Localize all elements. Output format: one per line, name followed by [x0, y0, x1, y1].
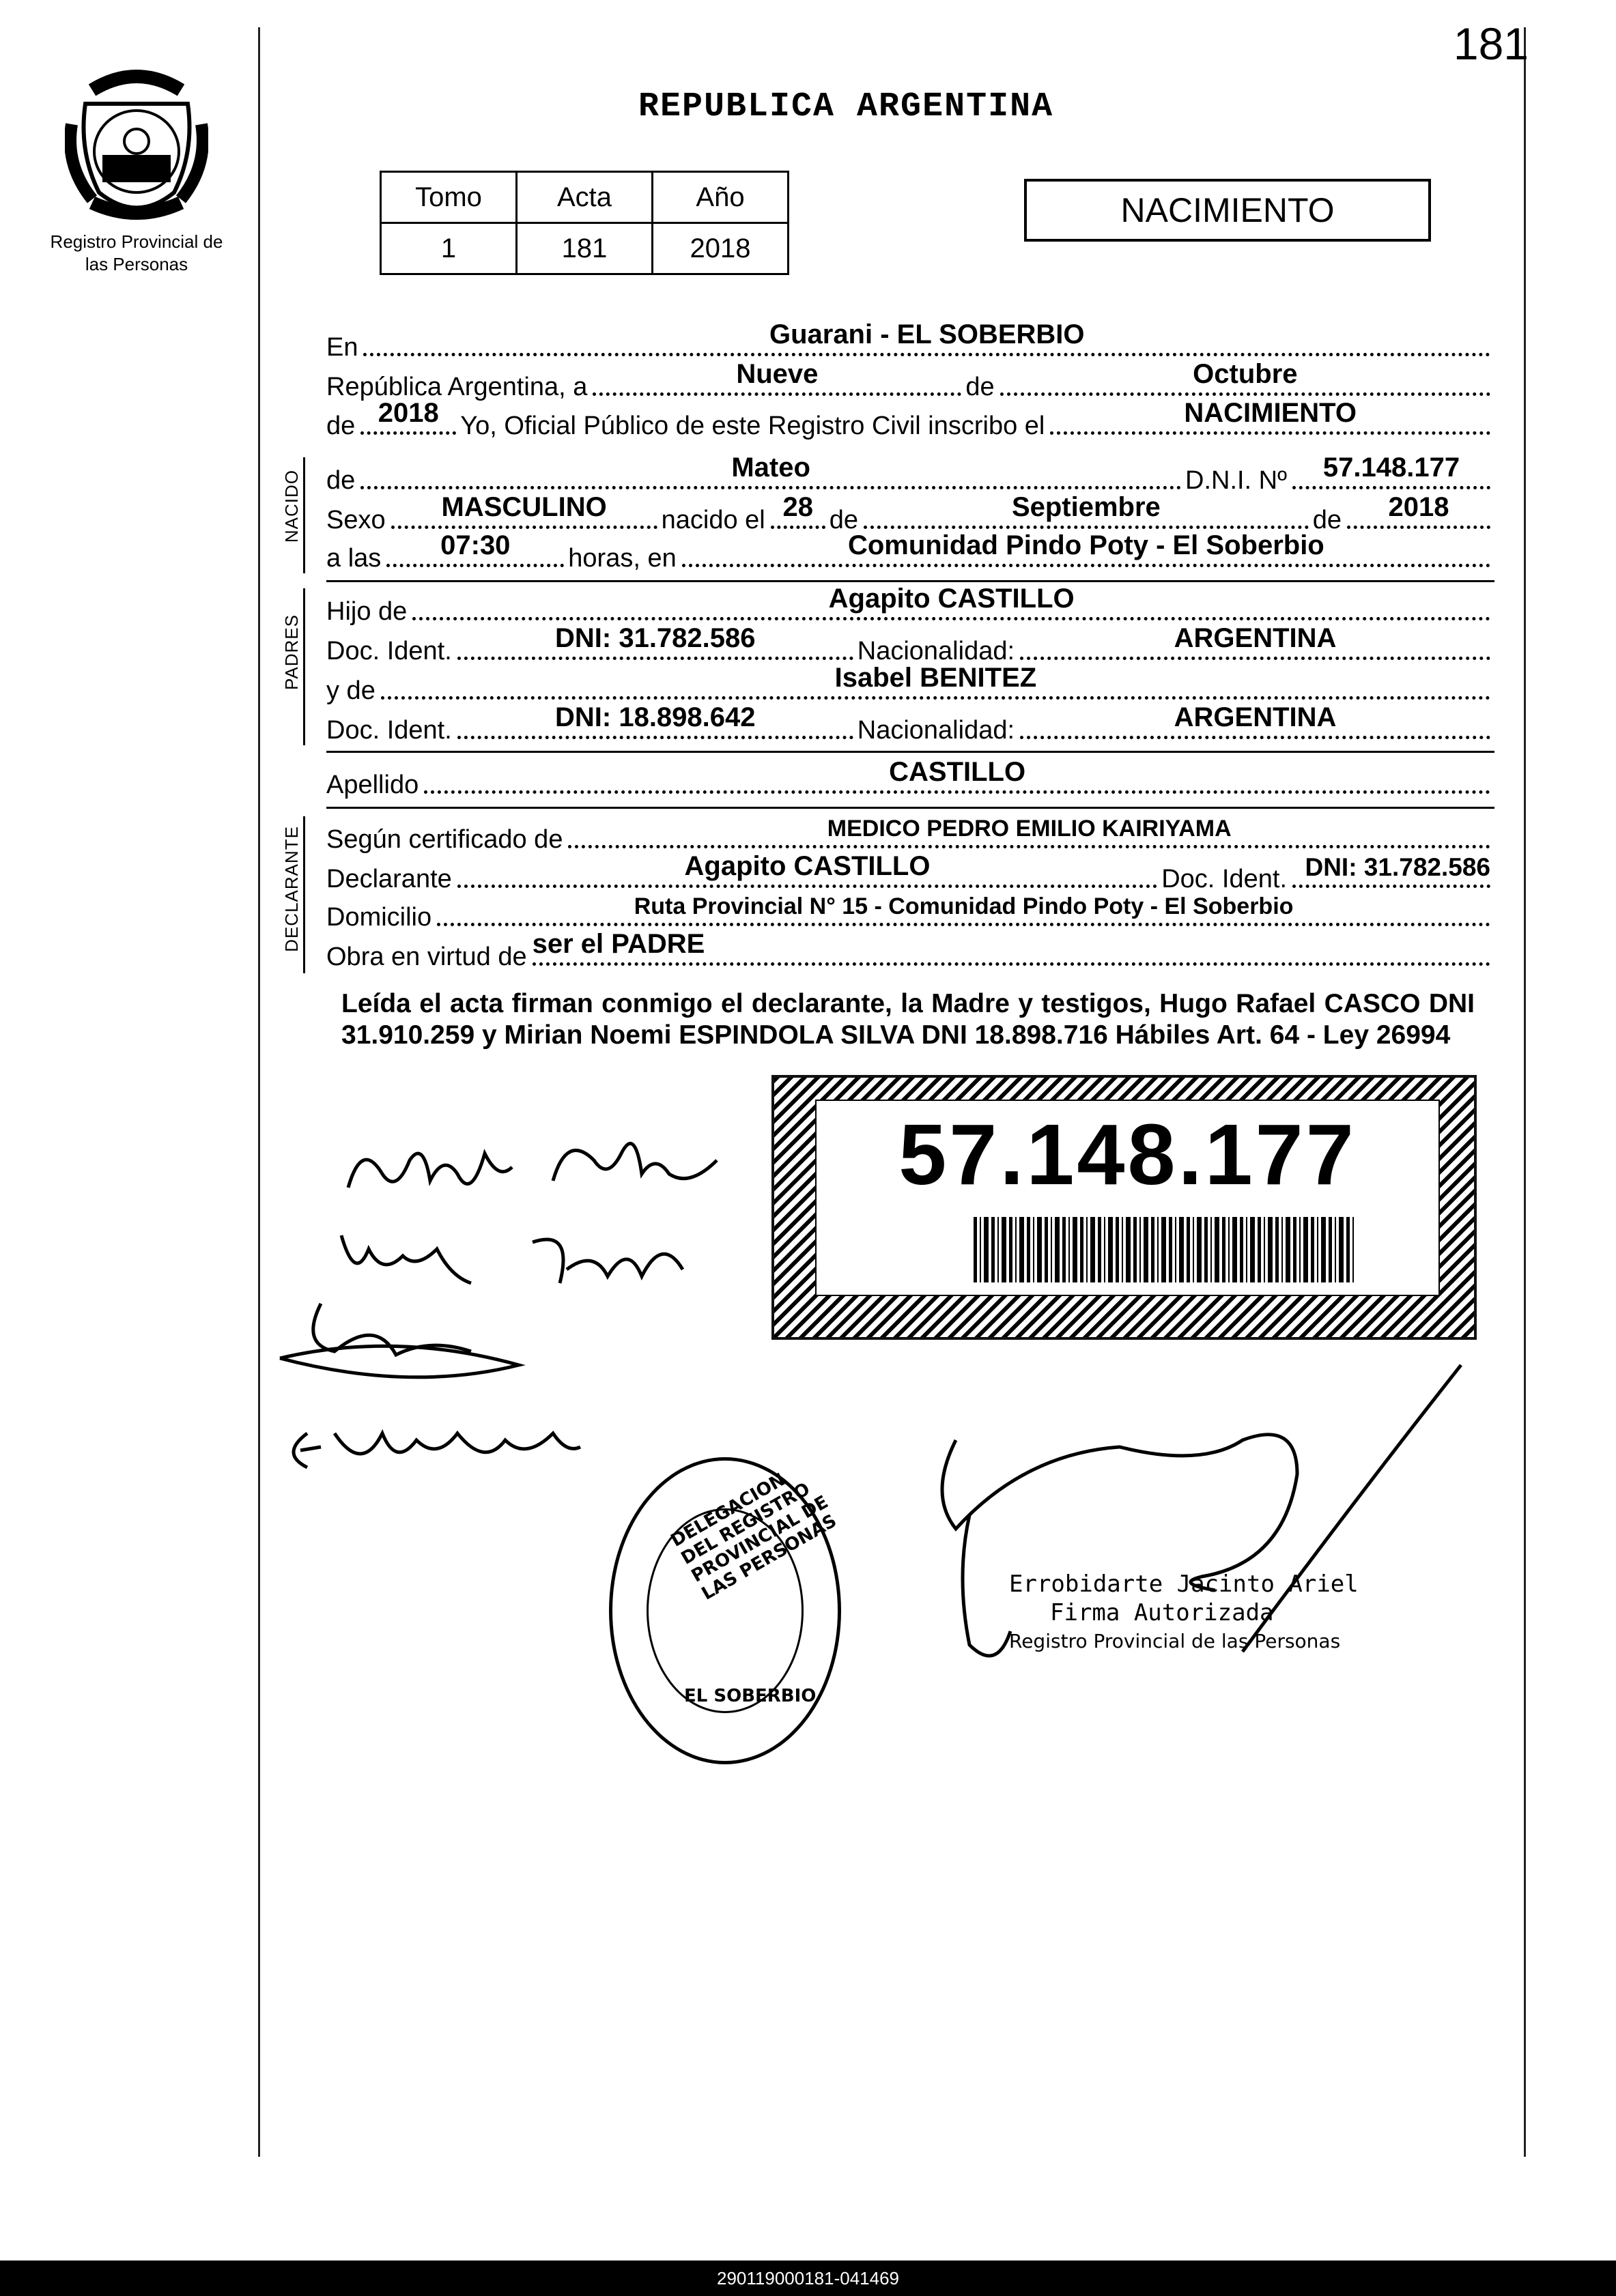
rule-3 — [326, 807, 1494, 809]
day-value: Nueve — [736, 359, 819, 389]
row-domicilio — [326, 894, 1494, 932]
decl-doc-label: Doc. Ident. — [1161, 865, 1287, 893]
official-role: Firma Autorizada — [1050, 1599, 1274, 1626]
father-nationality: ARGENTINA — [1174, 623, 1337, 653]
signature-benitez — [335, 1208, 717, 1304]
certificado-label: Según certificado de — [326, 825, 563, 854]
birth-de-label-2: de — [1312, 506, 1342, 534]
birth-de-label: de — [829, 506, 859, 534]
seal-inner-text: EL SOBERBIO — [684, 1686, 817, 1706]
dni-sticker — [771, 1075, 1477, 1340]
official-stamp-text — [1009, 1570, 1359, 1656]
hijo-de-label: Hijo de — [326, 597, 408, 626]
year-value: 2018 — [378, 398, 439, 428]
row-en — [326, 319, 1494, 362]
father-doc: DNI: 31.782.586 — [555, 623, 756, 653]
value-tomo: 1 — [381, 223, 517, 274]
official-org: Registro Provincial de las Personas — [1009, 1630, 1341, 1652]
footer-code: 290119000181-041469 — [0, 2261, 1616, 2296]
row-sexo — [326, 492, 1494, 535]
place-value: Guarani - EL SOBERBIO — [769, 319, 1085, 349]
declarante-label: Declarante — [326, 865, 452, 893]
child-name: Mateo — [731, 453, 810, 483]
left-margin-line — [258, 27, 260, 2157]
horas-label: horas, en — [568, 544, 677, 573]
official-name: Errobidarte Jacinto Ariel — [1009, 1570, 1359, 1598]
row-mother-doc — [326, 702, 1494, 745]
seal-outer-text: DELEGACION DEL REGISTRO PROVINCIAL DE LAS PERSONAS — [667, 1469, 840, 1605]
declarante-value: Agapito CASTILLO — [684, 851, 931, 881]
birth-month: Septiembre — [1011, 492, 1161, 522]
nacionalidad-label-2: Nacionalidad: — [857, 716, 1015, 745]
value-acta: 181 — [517, 223, 653, 274]
closing-statement: Leída el acta firman conmigo el declarante, la Madre y testigos, Hugo Rafael CASCO DNI 31.910.259 y Mirian Noemi ESPINDOLA SILVA DNI 18.898.716 Hábiles Art. 64 - Ley 26994 — [341, 989, 1475, 1050]
alas-label: a las — [326, 544, 382, 573]
inscribo-label: Yo, Oficial Público de este Registro Civil inscribo el — [460, 412, 1045, 440]
dni-label: D.N.I. Nº — [1185, 466, 1287, 495]
yde-label: y de — [326, 676, 375, 705]
father-name: Agapito CASTILLO — [828, 584, 1075, 614]
birth-time: 07:30 — [440, 530, 511, 560]
domicilio-value: Ruta Provincial N° 15 - Comunidad Pindo Poty - El Soberbio — [634, 893, 1294, 919]
signature-casco — [273, 1290, 533, 1392]
row-inscribo — [326, 398, 1494, 441]
apellido-value: CASTILLO — [889, 757, 1026, 787]
doc-label-2: Doc. Ident. — [326, 716, 452, 745]
declarante-separator — [303, 816, 305, 973]
month-value: Octubre — [1193, 359, 1298, 389]
nacido-separator — [303, 457, 305, 573]
page-number: 181 — [1453, 18, 1529, 69]
row-obra — [326, 929, 1494, 972]
declarante-side-label: DECLARANTE — [281, 826, 302, 952]
value-ano: 2018 — [653, 223, 789, 274]
de2-label: de — [326, 412, 356, 440]
doc-label: Doc. Ident. — [326, 637, 452, 665]
mother-name: Isabel BENITEZ — [834, 663, 1037, 693]
certificado-value: MEDICO PEDRO EMILIO KAIRIYAMA — [827, 816, 1232, 842]
mother-nationality: ARGENTINA — [1174, 702, 1337, 732]
act-value: NACIMIENTO — [1184, 398, 1357, 428]
declarante-doc: DNI: 31.782.586 — [1305, 853, 1490, 881]
registry-seal — [609, 1457, 841, 1764]
nacionalidad-label: Nacionalidad: — [857, 637, 1015, 665]
row-time — [326, 530, 1494, 573]
nacido-de-label: de — [326, 466, 356, 495]
padres-side-label: PADRES — [281, 614, 302, 690]
row-mother — [326, 663, 1494, 706]
header-ano: Año — [653, 172, 789, 223]
apellido-label: Apellido — [326, 771, 419, 799]
obra-label: Obra en virtud de — [326, 943, 527, 971]
mother-doc: DNI: 18.898.642 — [555, 702, 756, 732]
registry-caption: Registro Provincial de las Personas — [50, 231, 223, 274]
dni-sticker-number: 57.148.177 — [898, 1106, 1357, 1203]
padres-separator — [303, 588, 305, 745]
birth-place: Comunidad Pindo Poty - El Soberbio — [847, 530, 1324, 560]
rule-2 — [326, 751, 1494, 753]
rule-1 — [326, 580, 1494, 582]
record-type-box: NACIMIENTO — [1024, 179, 1431, 242]
barcode — [974, 1217, 1356, 1282]
domicilio-label: Domicilio — [326, 903, 432, 932]
signature-agapito — [335, 1113, 731, 1215]
document-title: REPUBLICA ARGENTINA — [638, 87, 1054, 126]
de-label: de — [965, 373, 995, 401]
row-name — [326, 453, 1494, 496]
sexo-value: MASCULINO — [441, 492, 607, 522]
row-certificado — [326, 816, 1494, 855]
republica-label: República Argentina, a — [326, 373, 588, 401]
row-declarante — [326, 851, 1494, 894]
row-father-doc — [326, 623, 1494, 666]
right-margin-line — [1524, 27, 1526, 2157]
record-table — [380, 171, 789, 275]
birth-year: 2018 — [1388, 492, 1449, 522]
sexo-label: Sexo — [326, 506, 386, 534]
nacido-el-label: nacido el — [661, 506, 765, 534]
signature-espindola — [280, 1406, 601, 1488]
row-father — [326, 584, 1494, 627]
misiones-emblem-logo — [65, 63, 208, 227]
en-label: En — [326, 333, 358, 362]
nacido-side-label: NACIDO — [281, 470, 302, 543]
header-acta: Acta — [517, 172, 653, 223]
row-date — [326, 359, 1494, 402]
birth-day: 28 — [782, 492, 813, 522]
row-apellido — [326, 757, 1494, 800]
header-tomo: Tomo — [381, 172, 517, 223]
child-dni: 57.148.177 — [1322, 453, 1460, 483]
obra-value: ser el PADRE — [532, 929, 705, 959]
